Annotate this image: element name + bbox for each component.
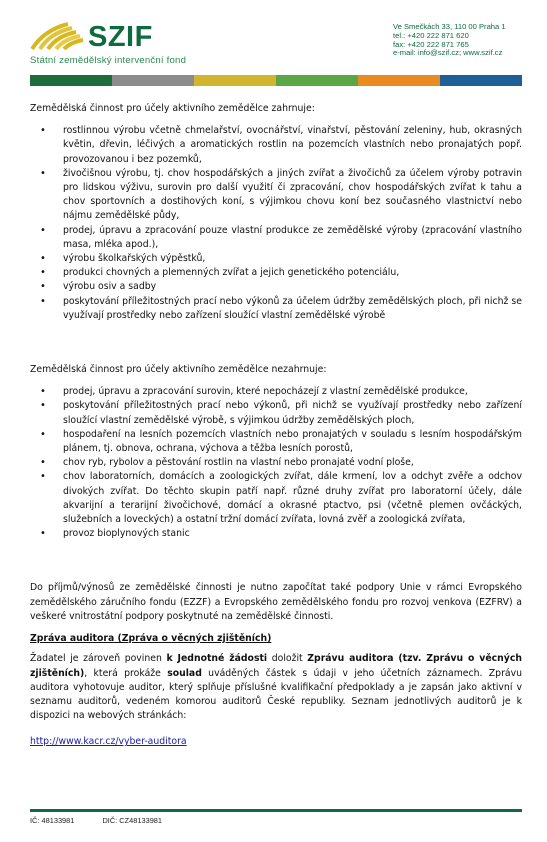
includes-list bbox=[30, 124, 522, 323]
section-intro-includes: Zemědělská činnost pro účely aktivního zemědělce zahrnuje: bbox=[30, 103, 315, 114]
contact-block bbox=[393, 23, 506, 58]
list-item: • chov ryb, rybolov a pěstování rostlin na vlastní nebo pronajaté vodní ploše, bbox=[30, 456, 522, 470]
contact-email[interactable]: e-mail: info@szif.cz; www.szif.cz bbox=[393, 48, 503, 58]
fund-name: Státní zemědělský intervenční fond bbox=[30, 55, 187, 66]
footer-dic: DIČ: CZ48133981 bbox=[102, 816, 163, 825]
color-segment bbox=[194, 75, 276, 86]
color-segment bbox=[440, 75, 522, 86]
contact-phone: tel.: +420 222 871 620 bbox=[393, 30, 469, 40]
auditor-text: Žadatel je zároveň povinen bbox=[30, 653, 167, 665]
brand-name: SZIF bbox=[88, 21, 153, 53]
list-item: • hospodaření na lesních pozemcích vlastních nebo pronajatých v souladu s lesním hospodářským plánem, tj. obnova, ochrana, výchova a těžba lesních porostů, bbox=[30, 428, 522, 456]
szif-logo-icon bbox=[30, 22, 84, 50]
list-item: • poskytování příležitostných prací nebo výkonů za účelem údržby zemědělských ploch, při nichž se využívají prostředky nebo zařízení sloužící vlastní zemědělské výrobě bbox=[30, 295, 522, 323]
auditor-bold-text: Zprávu auditora (tzv. Zprávu o věcných zjištěních) bbox=[30, 653, 522, 679]
page-header bbox=[0, 0, 547, 80]
auditor-text: doložit bbox=[267, 653, 308, 665]
list-item: • poskytování příležitostných prací nebo výkonů, při nichž se využívají prostředky nebo zařízení sloužící vlastní zemědělské výrobě, s výjimkou údržby zemědělských ploch, bbox=[30, 399, 522, 427]
color-segment bbox=[112, 75, 194, 86]
color-segment bbox=[30, 75, 112, 86]
footer-ic: IČ: 48133981 bbox=[30, 816, 75, 825]
list-item: • prodej, úpravu a zpracování surovin, které nepocházejí z vlastní zemědělské produkce, bbox=[30, 385, 522, 399]
page-footer bbox=[30, 816, 188, 825]
list-item: • živočišnou výrobu, tj. chov hospodářských a jiných zvířat a živočichů za účelem výroby potravin pro lidskou výživu, surovin pro další využití či zpracování, chov hospodářských zvířat k tahu a chov sportovních a dostihových koní, s výjimkou chovu koní bez současného vlastnictví nebo nájmu zemědělské půdy, bbox=[30, 167, 522, 224]
list-item: • provoz bioplynových stanic bbox=[30, 527, 522, 541]
auditor-list-link[interactable]: http://www.kacr.cz/vyber-auditora bbox=[30, 736, 187, 748]
list-item: • rostlinnou výrobu včetně chmelařství, ovocnářství, vinařství, pěstování zeleniny, hub, okrasných květin, dřevin, léčivých a aromatických rostlin na pozemcích vlastních nebo pronajatých popř. provozovanou i bez pozemků, bbox=[30, 124, 522, 167]
color-segment bbox=[358, 75, 440, 86]
color-stripe bbox=[30, 75, 522, 86]
list-item: • produkci chovných a plemenných zvířat a jejich genetického potenciálu, bbox=[30, 266, 522, 280]
footer-divider bbox=[30, 809, 522, 812]
auditor-heading: Zpráva auditora (Zpráva o věcných zjištěních) bbox=[30, 633, 272, 645]
list-item: • prodej, úpravu a zpracování pouze vlastní produkce ze zemědělské výroby (zpracování vlastního masa, mléka apod.), bbox=[30, 224, 522, 252]
auditor-paragraph bbox=[30, 652, 522, 723]
auditor-bold-text: k Jednotné žádosti bbox=[166, 653, 268, 665]
contact-fax: fax: +420 222 871 765 bbox=[393, 39, 469, 49]
auditor-text: uváděných částek s údaji v jeho účetních záznamech. Zprávu auditora vyhotovuje auditor, který splňuje příslušné kvalifikační předpoklady a je zapsán jako aktivní v seznamu auditorů, vedeném komorou auditorů České republiky. Seznam jednotlivých auditorů je k dispozici na webových stránkách: bbox=[30, 667, 522, 722]
list-item: • výrobu osiv a sadby bbox=[30, 280, 522, 294]
document-body bbox=[30, 102, 522, 750]
list-item: • výrobu školkařských výpěstků, bbox=[30, 252, 522, 266]
color-segment bbox=[276, 75, 358, 86]
auditor-text: , která prokáže bbox=[84, 667, 168, 679]
contact-address: Ve Smečkách 33, 110 00 Praha 1 bbox=[393, 22, 506, 31]
income-paragraph: Do příjmů/výnosů ze zemědělské činnosti je nutno započítat také podpory Unie v rámci Evropského zemědělského záručního fondu (EZZF) a Evropského zemědělského fondu pro rozvoj venkova (EZFRV) a veškeré vnitrostátní podpory poskytnuté na zemědělské činnosti. bbox=[30, 582, 522, 622]
excludes-list bbox=[30, 385, 522, 541]
section-intro-excludes: Zemědělská činnost pro účely aktivního zemědělce nezahrnuje: bbox=[30, 364, 327, 376]
auditor-bold-text: soulad bbox=[167, 667, 202, 679]
list-item: • chov laboratorních, domácích a zoologických zvířat, dále krmení, lov a odchyt zvěře a odchov divokých zvířat. Do těchto skupin patří např. různé druhy zvířat pro laboratorní účely, dále akvarijní a terarijní živočichové, domácí a okrasné ptactvo, psi (včetně plemen ovčáckých, služebních a loveckých) a ostatní tržní domácí zvířata, lovná zvěř a zoologická zvířata, bbox=[30, 470, 522, 527]
